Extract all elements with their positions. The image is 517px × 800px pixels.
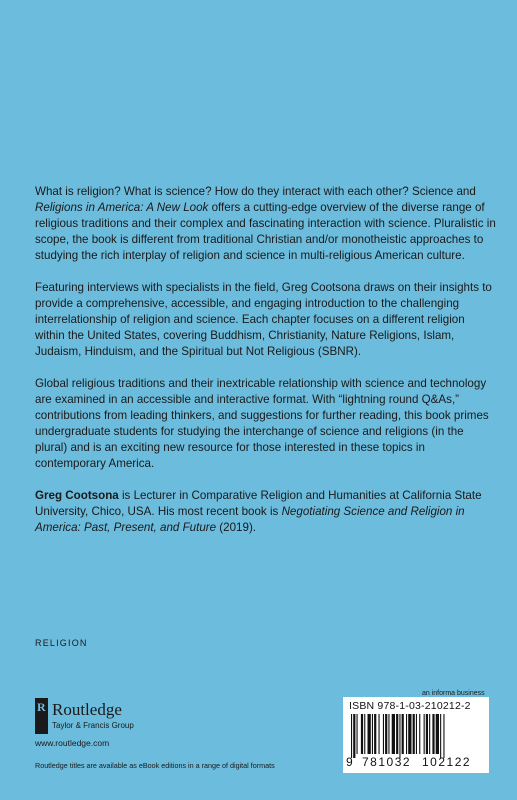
isbn-barcode [343,697,489,773]
barcode-bar [416,714,417,754]
isbn-label: ISBN 978-1-03-210212-2 [349,700,471,712]
barcode-bar [429,714,430,754]
barcode-bar [406,714,407,754]
subject-category: RELIGION [35,638,88,648]
author-bio-text: is Lecturer in Comparative Religion and Humanities at California State University, Chico, USA. His most recent book is [35,489,482,518]
barcode-bar [419,714,420,754]
barcode-bar [408,714,411,754]
author-bio-text: (2019). [216,521,257,534]
previous-book-title: Negotiating Science and Religion in America: Past, Present, and Future [35,505,465,534]
publisher-name: Routledge [52,700,122,719]
barcode-bar [353,714,355,758]
barcode-icon [351,714,481,758]
barcode-bar [357,714,358,754]
publisher-tagline: Taylor & Francis Group [52,721,134,730]
barcode-bar [374,714,376,754]
barcode-digit-prefix: 9 [346,755,353,769]
barcode-bar [388,714,389,754]
logo-letter: R [37,700,46,714]
ebook-note: Routledge titles are available as eBook editions in a range of digital formats [35,761,275,770]
informa-business-label: an informa business [422,690,485,697]
book-title-italic: Religions in America: A New Look [35,201,209,214]
blurb-text: offers a cutting-edge overview of the diverse range of religious traditions and their complex and fascinating interaction with science. Pluralistic in scope, the book is different from traditional Christian and/or monotheistic approaches to studying the rich interplay of religion and science in multi-religious American culture. [35,201,496,262]
publisher-logo [35,698,215,738]
author-name: Greg Cootsona [35,489,119,502]
barcode-bar [402,714,404,754]
barcode-bar [436,714,439,754]
routledge-logo-icon [35,698,48,734]
barcode-bar [385,714,387,754]
barcode-bar [426,714,428,754]
barcode-bar [392,714,395,754]
barcode-bar [364,714,365,754]
barcode-bar [399,714,400,758]
barcode-bar [396,714,398,754]
barcode-bar [413,714,415,754]
barcode-bar [443,714,444,758]
barcode-bar [368,714,371,754]
barcode-bar [372,714,373,754]
blurb-paragraph-1 [35,184,497,264]
back-cover-blurb [35,184,497,552]
barcode-bar [361,714,363,754]
barcode-digit-group-2: 102122 [422,755,472,769]
barcode-digit-group-1: 781032 [362,755,412,769]
barcode-bar [351,714,352,758]
barcode-bar [383,714,384,754]
blurb-paragraph-3: Global religious traditions and their inextricable relationship with science and technology are examined in an accessible and interactive format. With “lightning round Q&As,” contributions from leading thinkers, and suggestions for further reading, this book primes undergraduate students for studying the interchange of science and religions (in the plural) and is an exciting new resource for those interested in these topics in contemporary America. [35,377,489,470]
barcode-bar [424,714,425,754]
barcode-bar [440,714,441,758]
barcode-bar [432,714,434,754]
blurb-paragraph-2: Featuring interviews with specialists in the field, Greg Cootsona draws on their insights to provide a comprehensive, accessible, and engaging introduction to the challenging interrelationship of religion and science. Each chapter focuses on a different religion within the United States, covering Buddhism, Christianity, Nature Religions, Islam, Judaism, Hinduism, and the Spiritual but Not Religious (SBNR). [35,281,492,358]
publisher-url: www.routledge.com [35,738,110,748]
blurb-text: What is religion? What is science? How do they interact with each other? Science and [35,185,476,198]
author-bio [35,488,497,536]
barcode-bar [379,714,380,754]
